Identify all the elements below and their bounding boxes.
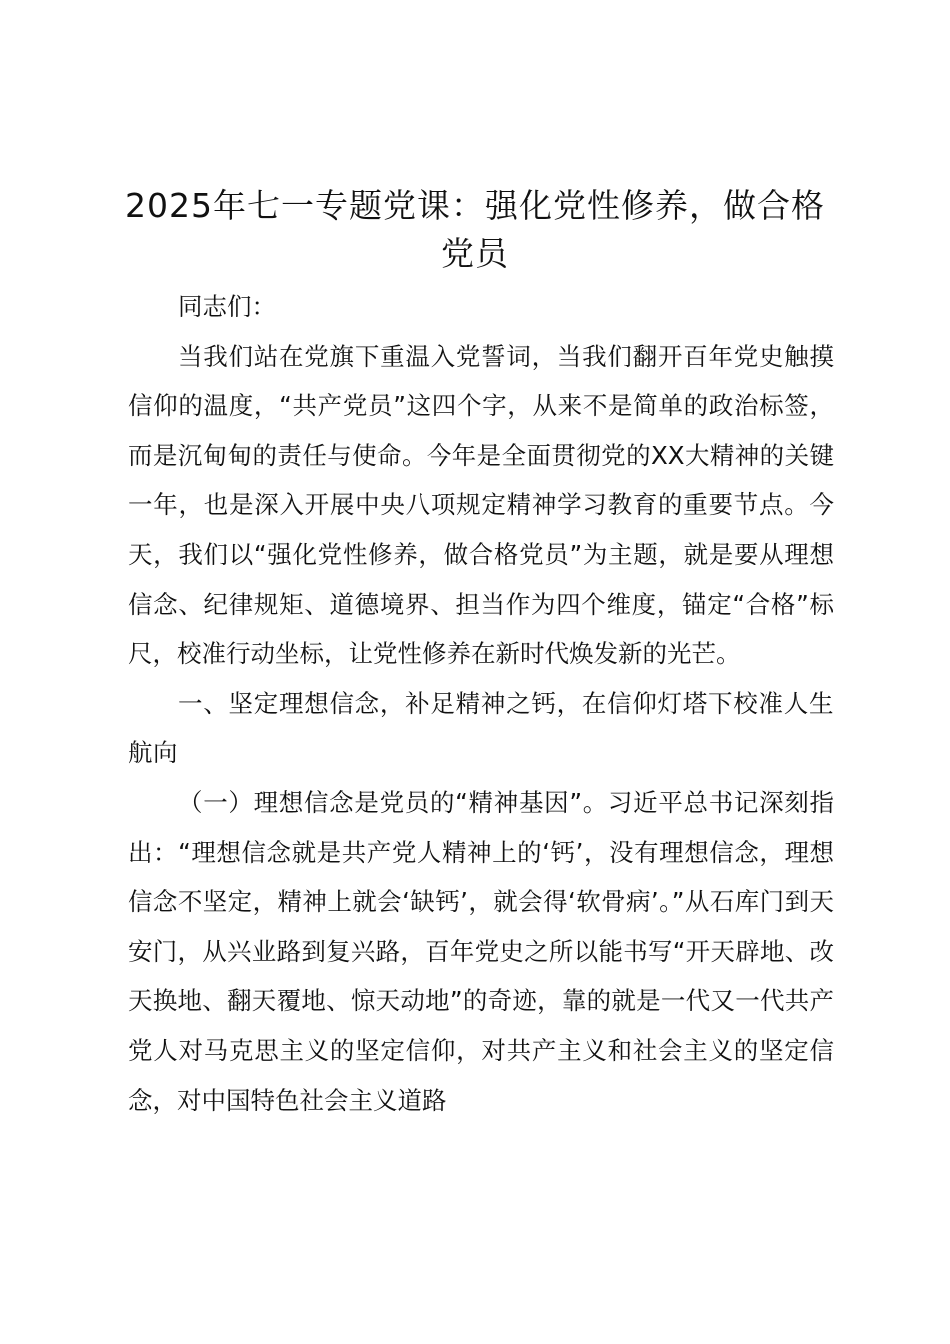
document-body	[128, 282, 834, 1125]
intro-paragraph: 当我们站在党旗下重温入党誓词，当我们翻开百年党史触摸信仰的温度，“共产党员”这四个字，从来不是简单的政治标签，而是沉甸甸的责任与使命。今年是全面贯彻党的XX大精神的关键一年，也是深入开展中央八项规定精神学习教育的重要节点。今天，我们以“强化党性修养，做合格党员”为主题，就是要从理想信念、纪律规矩、道德境界、担当作为四个维度，锚定“合格”标尺，校准行动坐标，让党性修养在新时代焕发新的光芒。	[128, 341, 834, 669]
subsection-paragraph: （一）理想信念是党员的“精神基因”。习近平总书记深刻指出：“理想信念就是共产党人精神上的‘钙’，没有理想信念，理想信念不坚定，精神上就会‘缺钙’，就会得‘软骨病’。”从石库门到天安门，从兴业路到复兴路，百年党史之所以能书写“开天辟地、改天换地、翻天覆地、惊天动地”的奇迹，靠的就是一代又一代共产党人对马克思主义的坚定信仰，对共产主义和社会主义的坚定信念，对中国特色社会主义道路	[128, 787, 834, 1115]
salutation: 同志们：	[178, 292, 276, 321]
section-heading: 一、坚定理想信念，补足精神之钙，在信仰灯塔下校准人生航向	[128, 688, 834, 768]
document-title: 2025年七一专题党课：强化党性修养，做合格党员	[125, 186, 825, 273]
